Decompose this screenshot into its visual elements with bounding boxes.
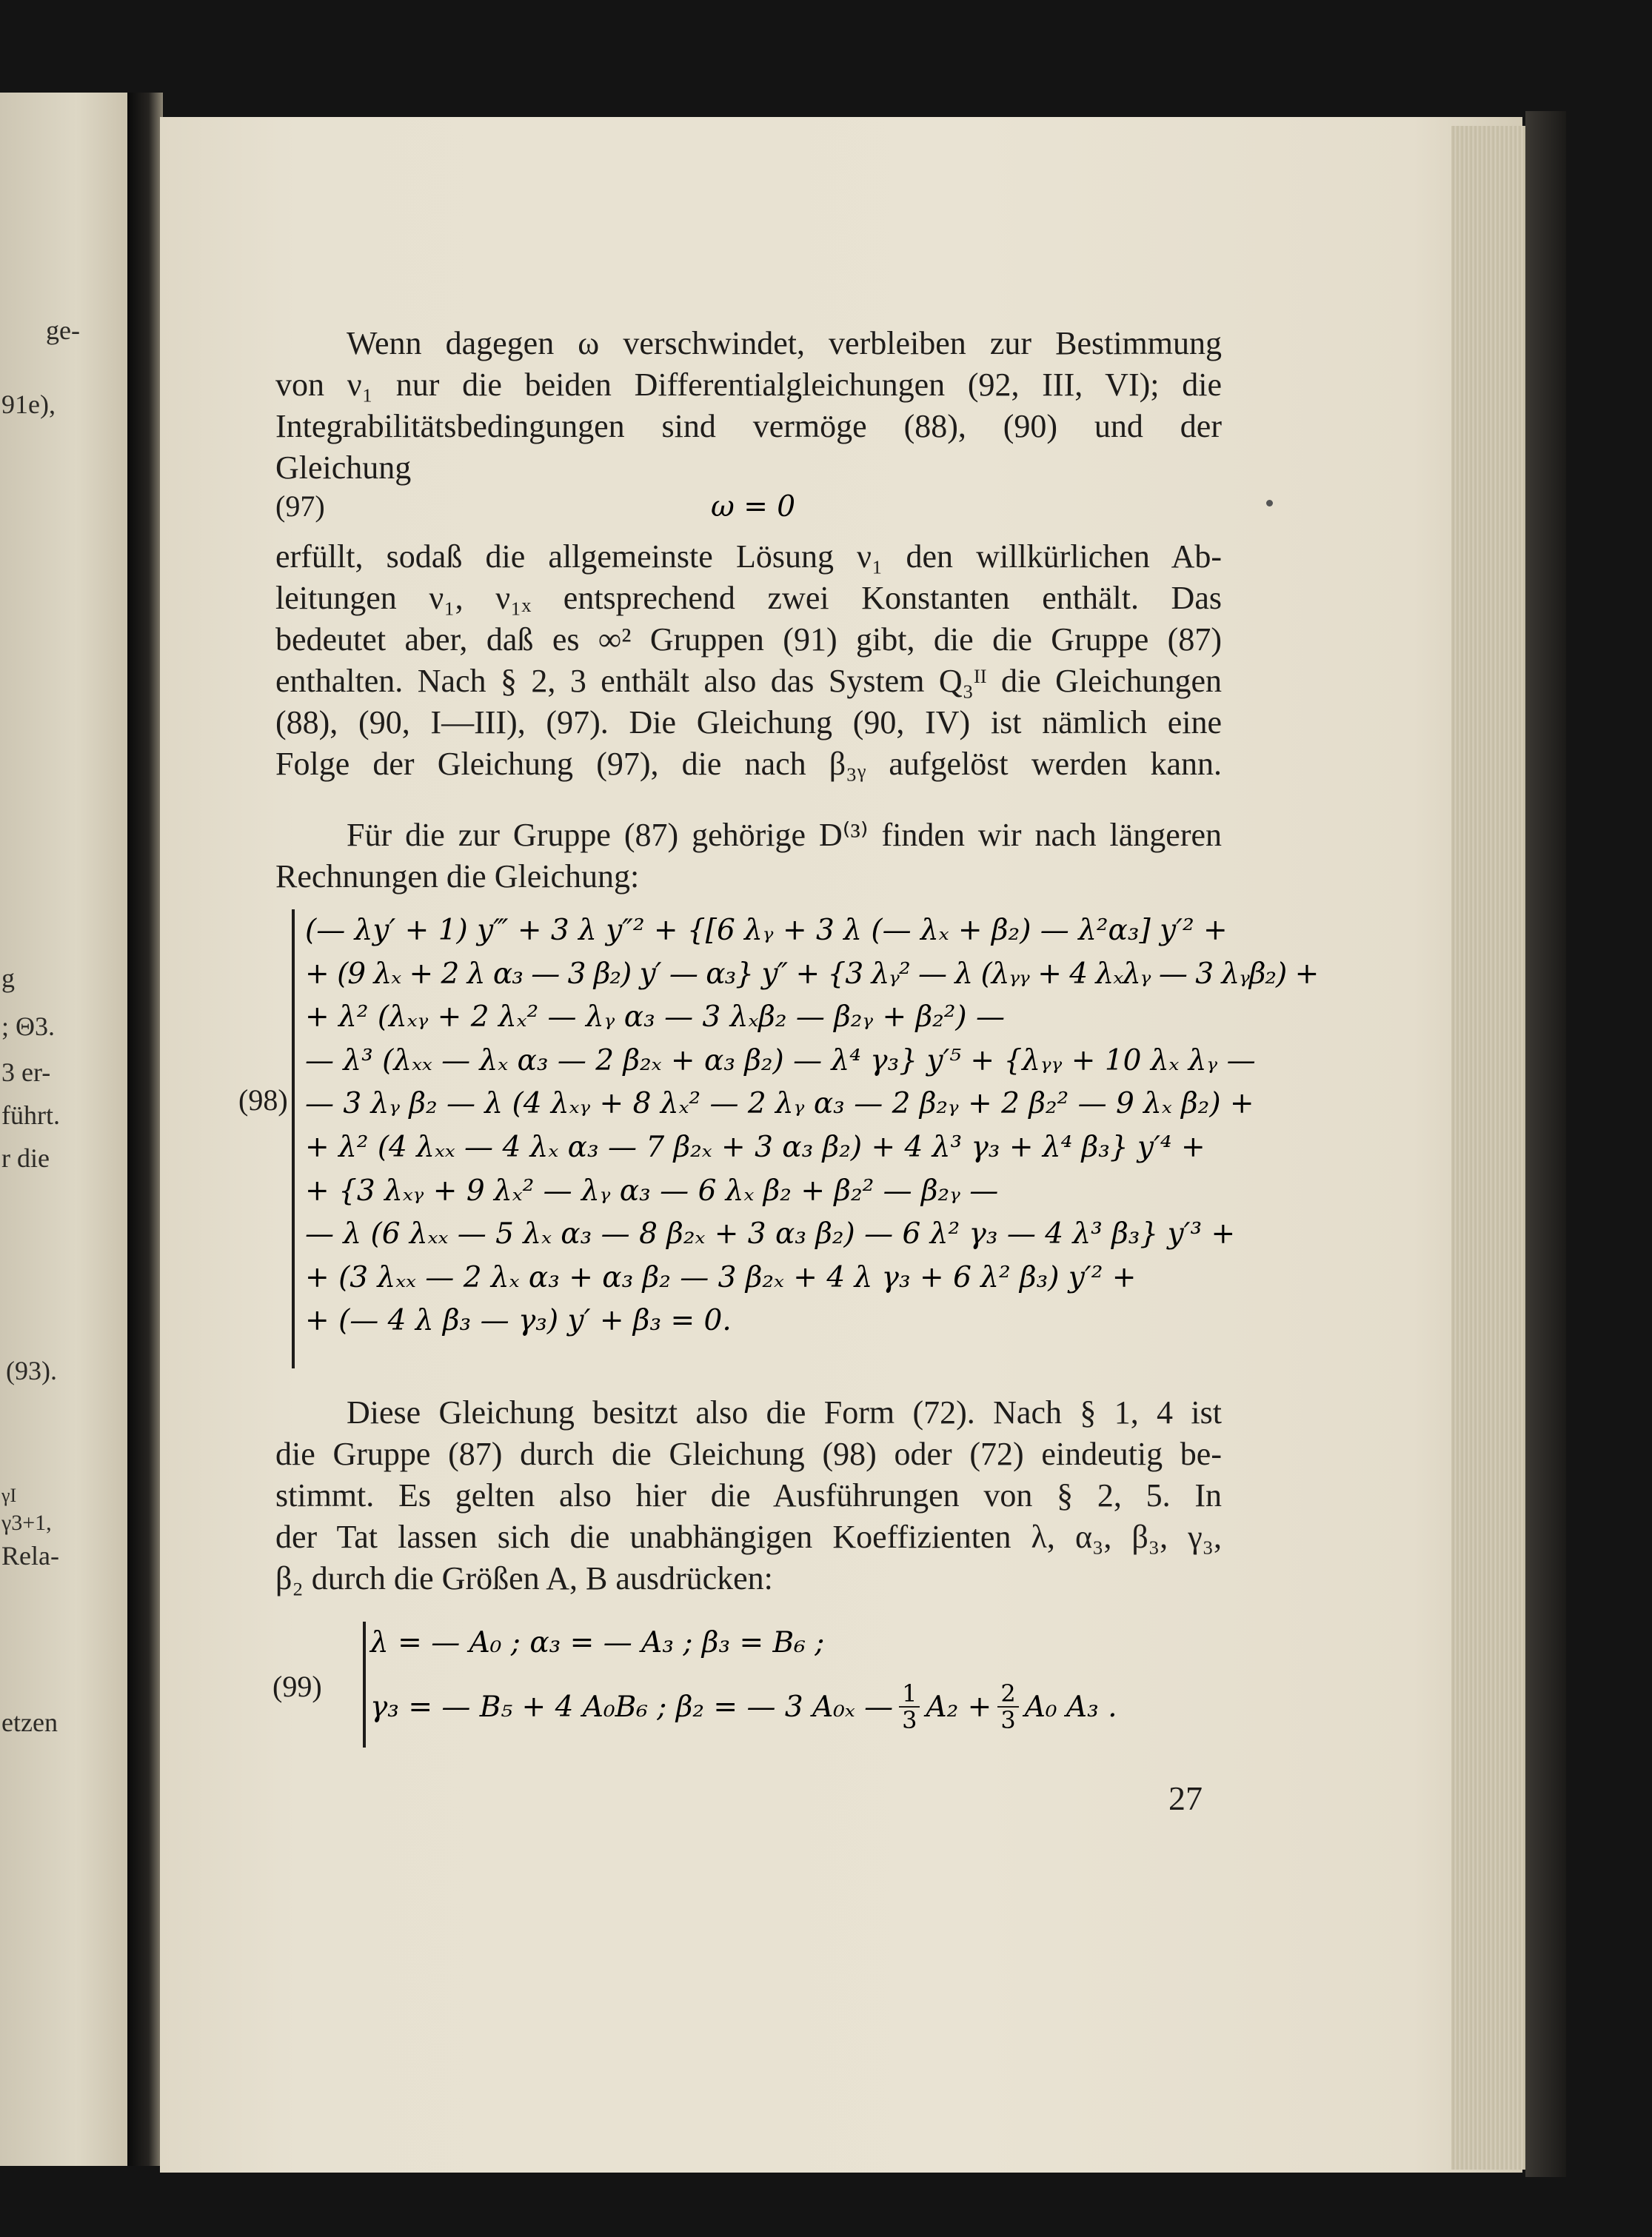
- equation-line: — 3 λᵧ β₂ — λ (4 λₓᵧ + 8 λₓ² — 2 λᵧ α₃ — 2 β₂ᵧ + 2 β₂² — 9 λₓ β₂) +: [305, 1087, 1254, 1121]
- equation-brace-98: [292, 909, 295, 1368]
- text-line: der Tat lassen sich die unabhängigen Koeffizienten λ, α₃, β₃, γ₃,: [275, 1519, 1222, 1555]
- text-line: Gleichung: [275, 449, 412, 486]
- fragment-g: g: [1, 963, 15, 993]
- equation-98: [305, 914, 1319, 1348]
- equation-number-99: (99): [272, 1670, 322, 1703]
- book-cover-edge: [1525, 111, 1566, 2177]
- text-line: von ν₁ nur die beiden Differentialgleichungen (92, III, VI); die: [275, 367, 1222, 403]
- equation-line: + λ² (λₓᵧ + 2 λₓ² — λᵧ α₃ — 3 λₓβ₂ — β₂ᵧ + β₂²) —: [305, 1000, 1006, 1034]
- equation-brace-99: [363, 1622, 366, 1748]
- paragraph-4: [275, 1392, 1222, 1599]
- fraction-denominator: 3: [902, 1706, 917, 1734]
- fraction-numerator: 1: [899, 1681, 920, 1708]
- equation-number-98: (98): [238, 1083, 288, 1117]
- fragment-fuehrt: führt.: [1, 1100, 60, 1130]
- text-line: β₂ durch die Größen A, B ausdrücken:: [275, 1560, 773, 1596]
- page-stack-edges: [1451, 126, 1525, 2170]
- equation-part: A₂ +: [926, 1690, 992, 1724]
- fragment-g31: γ3+1,: [1, 1511, 52, 1535]
- fragment-yI: γI: [1, 1485, 17, 1506]
- paragraph-1: [275, 323, 1222, 489]
- text-line: leitungen ν₁, ν₁ₓ entsprechend zwei Konstanten enthält. Das: [275, 580, 1222, 616]
- text-line: stimmt. Es gelten also hier die Ausführungen von § 2, 5. In: [275, 1477, 1222, 1514]
- equation-99-line-1: λ = — A₀ ; α₃ = — A₃ ; β₃ = B₆ ;: [370, 1626, 825, 1659]
- fraction-two-thirds: [997, 1681, 1018, 1733]
- fragment-etzen: etzen: [1, 1708, 58, 1737]
- fragment-ge: ge-: [46, 315, 80, 345]
- text-line: Diese Gleichung besitzt also die Form (72). Nach § 1, 4 ist: [347, 1394, 1222, 1431]
- fraction-one-third: [899, 1681, 920, 1733]
- equation-line: + λ² (4 λₓₓ — 4 λₓ α₃ — 7 β₂ₓ + 3 α₃ β₂) + 4 λ³ γ₃ + λ⁴ β₃} y′⁴ +: [305, 1130, 1205, 1164]
- text-line: Für die zur Gruppe (87) gehörige D⁽³⁾ finden wir nach längeren: [347, 817, 1222, 853]
- paragraph-3: [275, 815, 1222, 897]
- fragment-er: 3 er-: [1, 1057, 51, 1087]
- equation-line: + (3 λₓₓ — 2 λₓ α₃ + α₃ β₂ — 3 β₂ₓ + 4 λ γ₃ + 6 λ² β₃) y′² +: [305, 1260, 1137, 1294]
- book-binding-shadow: [127, 93, 163, 2166]
- page-number: 27: [1168, 1779, 1203, 1817]
- text-line: die Gruppe (87) durch die Gleichung (98) oder (72) eindeutig be-: [275, 1436, 1222, 1472]
- equation-97: ω = 0: [711, 490, 796, 524]
- equation-number-97: (97): [275, 489, 325, 523]
- previous-page-edge: [0, 93, 127, 2166]
- paragraph-2: [275, 536, 1222, 785]
- text-line: Integrabilitätsbedingungen sind vermöge (88), (90) und der: [275, 408, 1222, 444]
- equation-part: A₀ A₃ .: [1024, 1690, 1117, 1724]
- equation-99-line-2: [370, 1681, 1117, 1733]
- fragment-93: (93).: [6, 1356, 57, 1385]
- equation-line: + (9 λₓ + 2 λ α₃ — 3 β₂) y′ — α₃} y″ + {3 λᵧ² — λ (λᵧᵧ + 4 λₓλᵧ — 3 λᵧβ₂) +: [305, 957, 1319, 991]
- fragment-91e: 91e),: [1, 389, 56, 419]
- text-line: erfüllt, sodaß die allgemeinste Lösung ν₁ den willkürlichen Ab-: [275, 538, 1222, 575]
- fraction-denominator: 3: [1000, 1706, 1016, 1734]
- equation-line: — λ (6 λₓₓ — 5 λₓ α₃ — 8 β₂ₓ + 3 α₃ β₂) — 6 λ² γ₃ — 4 λ³ β₃} y′³ +: [305, 1217, 1236, 1251]
- text-line: Rechnungen die Gleichung:: [275, 858, 640, 895]
- fraction-numerator: 2: [997, 1681, 1018, 1708]
- fragment-rdie: r die: [1, 1143, 50, 1173]
- fragment-theta: ; Θ3.: [1, 1012, 55, 1041]
- equation-line: — λ³ (λₓₓ — λₓ α₃ — 2 β₂ₓ + α₃ β₂) — λ⁴ γ₃} y′⁵ + {λᵧᵧ + 10 λₓ λᵧ —: [305, 1043, 1256, 1077]
- text-line: enthalten. Nach § 2, 3 enthält also das System Q₃ᴵᴵ die Gleichungen: [275, 663, 1222, 699]
- text-line: Folge der Gleichung (97), die nach β₃ᵧ aufgelöst werden kann.: [275, 746, 1222, 782]
- equation-line: + {3 λₓᵧ + 9 λₓ² — λᵧ α₃ — 6 λₓ β₂ + β₂² — β₂ᵧ —: [305, 1174, 999, 1208]
- equation-line: + (— 4 λ β₃ — γ₃) y′ + β₃ = 0.: [305, 1304, 732, 1338]
- fragment-rela: Rela-: [1, 1541, 59, 1571]
- equation-part: γ₃ = — B₅ + 4 A₀B₆ ; β₂ = — 3 A₀ₓ —: [370, 1690, 894, 1724]
- text-line: (88), (90, I—III), (97). Die Gleichung (90, IV) ist nämlich eine: [275, 704, 1222, 740]
- text-line: bedeutet aber, daß es ∞² Gruppen (91) gibt, die die Gruppe (87): [275, 621, 1222, 658]
- page-smudge-dot: [1266, 500, 1273, 506]
- text-line: Wenn dagegen ω verschwindet, verbleiben zur Bestimmung: [347, 325, 1222, 361]
- equation-line: (— λy′ + 1) y‴ + 3 λ y″² + {[6 λᵧ + 3 λ (— λₓ + β₂) — λ²α₃] y′² +: [305, 914, 1228, 947]
